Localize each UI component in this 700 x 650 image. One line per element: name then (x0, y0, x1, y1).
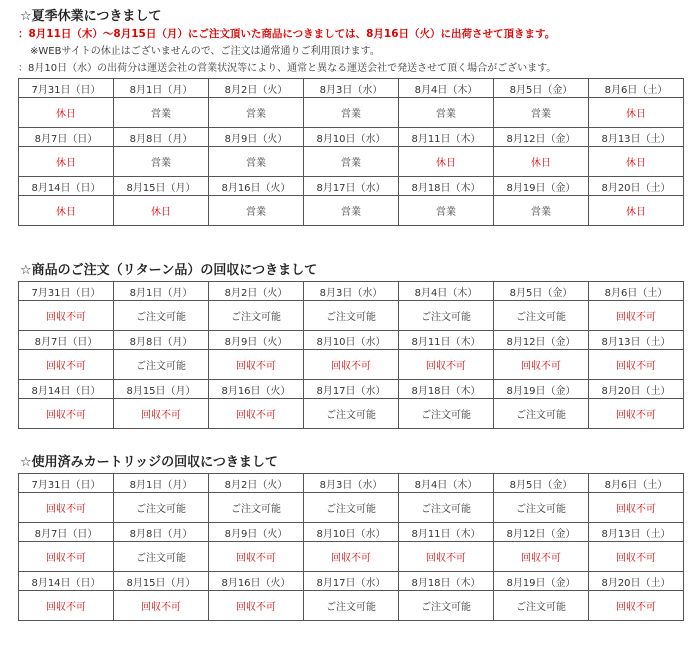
date-cell: 8月16日（火） (209, 572, 304, 591)
status-cell: 回収不可 (19, 350, 114, 380)
status-cell: ご注文可能 (304, 591, 399, 621)
date-cell: 8月20日（土） (589, 177, 684, 196)
summer-holiday-section (18, 8, 684, 226)
date-cell: 8月11日（木） (399, 523, 494, 542)
date-row (19, 523, 684, 542)
status-cell: 回収不可 (589, 399, 684, 429)
date-cell: 8月13日（土） (589, 128, 684, 147)
status-cell: ご注文可能 (114, 301, 209, 331)
date-cell: 8月3日（水） (304, 474, 399, 493)
status-cell: 営業 (399, 98, 494, 128)
status-cell: 営業 (304, 147, 399, 177)
status-cell: 休日 (19, 98, 114, 128)
date-cell: 7月31日（日） (19, 79, 114, 98)
status-cell: 休日 (19, 147, 114, 177)
status-cell: 営業 (114, 147, 209, 177)
status-cell: 回収不可 (19, 542, 114, 572)
date-row (19, 282, 684, 301)
status-cell: 営業 (494, 98, 589, 128)
date-cell: 8月18日（木） (399, 177, 494, 196)
status-row (19, 147, 684, 177)
date-cell: 8月12日（金） (494, 128, 589, 147)
date-cell: 8月6日（土） (589, 79, 684, 98)
date-cell: 8月4日（木） (399, 474, 494, 493)
status-cell: 休日 (114, 196, 209, 226)
status-cell: 回収不可 (399, 542, 494, 572)
status-cell: 営業 (209, 98, 304, 128)
date-cell: 8月1日（月） (114, 474, 209, 493)
date-cell: 8月14日（日） (19, 380, 114, 399)
status-cell: 回収不可 (589, 591, 684, 621)
status-cell: 営業 (494, 196, 589, 226)
status-cell: 回収不可 (19, 591, 114, 621)
status-cell: 回収不可 (589, 542, 684, 572)
date-cell: 8月5日（金） (494, 79, 589, 98)
date-cell: 8月17日（水） (304, 380, 399, 399)
status-cell: ご注文可能 (399, 493, 494, 523)
date-cell: 8月2日（火） (209, 474, 304, 493)
date-row (19, 572, 684, 591)
status-cell: 回収不可 (494, 350, 589, 380)
status-cell: 回収不可 (209, 542, 304, 572)
status-cell: 営業 (304, 98, 399, 128)
date-row (19, 79, 684, 98)
date-cell: 8月12日（金） (494, 523, 589, 542)
date-cell: 8月5日（金） (494, 474, 589, 493)
status-cell: ご注文可能 (209, 493, 304, 523)
date-cell: 8月10日（水） (304, 331, 399, 350)
section-title: ☆使用済みカートリッジの回収につきまして (20, 455, 278, 470)
date-cell: 7月31日（日） (19, 282, 114, 301)
date-cell: 8月2日（火） (209, 79, 304, 98)
date-cell: 8月4日（木） (399, 282, 494, 301)
status-cell: 営業 (209, 196, 304, 226)
status-cell: ご注文可能 (494, 301, 589, 331)
status-cell: 営業 (114, 98, 209, 128)
status-cell: 休日 (399, 147, 494, 177)
return-calendar-table (18, 281, 684, 429)
status-cell: 回収不可 (19, 493, 114, 523)
date-cell: 8月1日（月） (114, 282, 209, 301)
date-cell: 8月10日（水） (304, 128, 399, 147)
date-cell: 8月7日（日） (19, 523, 114, 542)
date-cell: 8月8日（月） (114, 331, 209, 350)
date-row (19, 380, 684, 399)
cartridge-calendar-table (18, 473, 684, 621)
date-cell: 8月14日（日） (19, 177, 114, 196)
status-cell: 休日 (494, 147, 589, 177)
date-cell: 8月13日（土） (589, 523, 684, 542)
date-cell: 8月16日（火） (209, 380, 304, 399)
date-cell: 8月8日（月） (114, 128, 209, 147)
status-cell: 回収不可 (304, 542, 399, 572)
status-cell: 休日 (19, 196, 114, 226)
status-cell: 回収不可 (589, 493, 684, 523)
status-cell: 回収不可 (209, 350, 304, 380)
date-cell: 8月15日（月） (114, 380, 209, 399)
date-row (19, 474, 684, 493)
date-cell: 8月13日（土） (589, 331, 684, 350)
date-row (19, 331, 684, 350)
date-cell: 8月3日（水） (304, 79, 399, 98)
date-row (19, 128, 684, 147)
status-cell: 回収不可 (399, 350, 494, 380)
date-cell: 8月19日（金） (494, 572, 589, 591)
status-cell: ご注文可能 (494, 399, 589, 429)
date-cell: 8月19日（金） (494, 177, 589, 196)
date-cell: 8月10日（水） (304, 523, 399, 542)
date-cell: 8月2日（火） (209, 282, 304, 301)
web-note: ※WEBサイトの休止はございませんので、ご注文は通常通りご利用頂けます。 (30, 46, 380, 57)
date-cell: 7月31日（日） (19, 474, 114, 493)
status-cell: 回収不可 (19, 399, 114, 429)
status-row (19, 301, 684, 331)
date-cell: 8月9日（火） (209, 523, 304, 542)
date-cell: 8月18日（木） (399, 572, 494, 591)
section-title: ☆商品のご注文（リターン品）の回収につきまして (20, 263, 318, 278)
status-row (19, 591, 684, 621)
date-cell: 8月17日（水） (304, 572, 399, 591)
status-row (19, 98, 684, 128)
status-cell: ご注文可能 (399, 301, 494, 331)
status-cell: 回収不可 (589, 301, 684, 331)
status-cell: ご注文可能 (304, 399, 399, 429)
shipping-note: ：8月11日（木）～8月15日（月）にご注文頂いた商品につきましては、8月16日（火）に出荷させて頂きます。 (18, 28, 556, 40)
status-cell: ご注文可能 (399, 399, 494, 429)
status-cell: ご注文可能 (114, 493, 209, 523)
date-cell: 8月6日（土） (589, 474, 684, 493)
date-cell: 8月1日（月） (114, 79, 209, 98)
date-cell: 8月19日（金） (494, 380, 589, 399)
status-cell: ご注文可能 (114, 542, 209, 572)
date-cell: 8月17日（水） (304, 177, 399, 196)
status-cell: 回収不可 (494, 542, 589, 572)
status-cell: 回収不可 (209, 591, 304, 621)
status-cell: ご注文可能 (114, 350, 209, 380)
date-cell: 8月4日（木） (399, 79, 494, 98)
business-calendar-table (18, 78, 684, 226)
status-row (19, 350, 684, 380)
date-cell: 8月15日（月） (114, 177, 209, 196)
date-cell: 8月12日（金） (494, 331, 589, 350)
status-cell: 回収不可 (589, 350, 684, 380)
status-cell: 回収不可 (114, 591, 209, 621)
status-cell: ご注文可能 (209, 301, 304, 331)
status-cell: 回収不可 (209, 399, 304, 429)
date-cell: 8月11日（木） (399, 331, 494, 350)
date-cell: 8月16日（火） (209, 177, 304, 196)
date-cell: 8月3日（水） (304, 282, 399, 301)
status-row (19, 493, 684, 523)
cartridge-collection-section (18, 454, 684, 621)
section-title: ☆夏季休業につきまして (20, 9, 162, 24)
status-cell: 回収不可 (304, 350, 399, 380)
date-cell: 8月14日（日） (19, 572, 114, 591)
status-cell: ご注文可能 (494, 591, 589, 621)
status-cell: 休日 (589, 98, 684, 128)
status-cell: ご注文可能 (304, 301, 399, 331)
status-cell: ご注文可能 (399, 591, 494, 621)
date-cell: 8月7日（日） (19, 128, 114, 147)
date-cell: 8月18日（木） (399, 380, 494, 399)
status-cell: 休日 (589, 196, 684, 226)
date-cell: 8月9日（火） (209, 331, 304, 350)
carrier-note: ：8月10日（水）の出荷分は運送会社の営業状況等により、通常と異なる運送会社で発送させて頂く場合がございます。 (18, 63, 557, 74)
status-cell: 営業 (304, 196, 399, 226)
date-cell: 8月6日（土） (589, 282, 684, 301)
status-cell: 営業 (399, 196, 494, 226)
return-collection-section (18, 262, 684, 429)
notes (18, 26, 684, 77)
date-cell: 8月11日（木） (399, 128, 494, 147)
date-row (19, 177, 684, 196)
date-cell: 8月8日（月） (114, 523, 209, 542)
date-cell: 8月7日（日） (19, 331, 114, 350)
date-cell: 8月15日（月） (114, 572, 209, 591)
status-cell: 回収不可 (19, 301, 114, 331)
status-row (19, 399, 684, 429)
status-cell: ご注文可能 (494, 493, 589, 523)
date-cell: 8月5日（金） (494, 282, 589, 301)
status-cell: 休日 (589, 147, 684, 177)
status-cell: 回収不可 (114, 399, 209, 429)
status-cell: 営業 (209, 147, 304, 177)
status-cell: ご注文可能 (304, 493, 399, 523)
status-row (19, 542, 684, 572)
date-cell: 8月20日（土） (589, 572, 684, 591)
status-row (19, 196, 684, 226)
date-cell: 8月9日（火） (209, 128, 304, 147)
date-cell: 8月20日（土） (589, 380, 684, 399)
